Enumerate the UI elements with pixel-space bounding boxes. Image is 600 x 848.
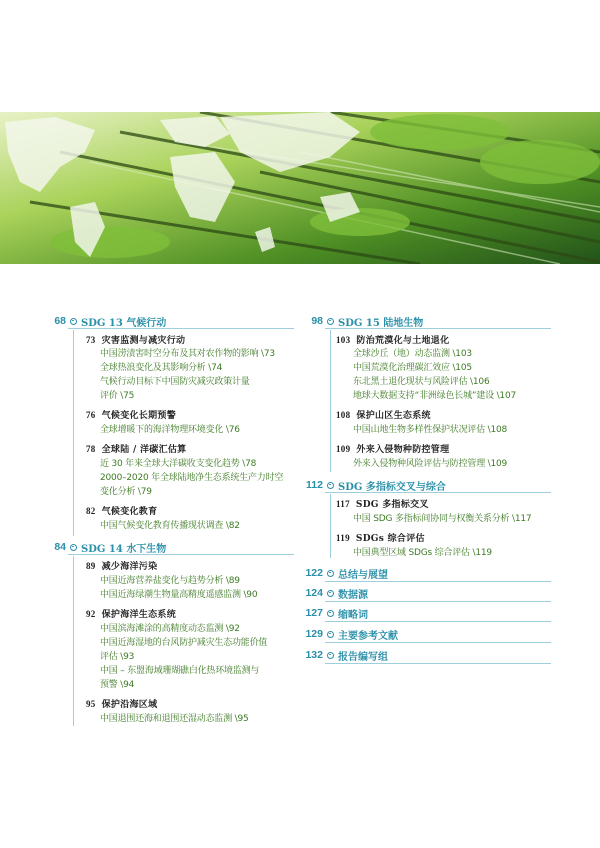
page-number: 129 [305,628,323,640]
bullet-circle-icon [70,318,77,325]
page-number: 98 [311,315,323,327]
page-number: 127 [305,607,323,619]
bullet-circle-icon [327,570,334,577]
bullet-circle-icon [70,544,77,551]
toc-section-sdg15[interactable] [305,314,423,328]
toc-item[interactable]: 中国近海绿潮生物量高精度遥感监测 \90 [100,590,258,600]
toc-item[interactable]: 外来入侵物种风险评估与防控管理 \109 [353,459,508,469]
page-number: 132 [305,649,323,661]
toc-subsection-76[interactable]: 76 气候变化长期预警 [86,410,177,421]
toc-subsection-89[interactable]: 89 减少海洋污染 [86,561,158,572]
toc-item[interactable]: 评价 \75 [100,391,135,401]
toc-subsection-92[interactable]: 92 保护海洋生态系统 [86,609,177,620]
bullet-circle-icon [327,590,334,597]
section-rule [325,601,551,602]
section-rule [325,328,551,329]
toc-item[interactable]: 中国 – 东盟海域珊瑚礁白化热环境监测与 [100,666,260,676]
toc-section-sdg13[interactable] [48,314,166,328]
bullet-circle-icon [327,318,334,325]
section-title: SDG 14 水下生物 [81,543,167,555]
toc-item[interactable]: 中国退围还海和退围还湿动态监测 \95 [100,714,249,724]
bullet-circle-icon [327,631,334,638]
toc-item[interactable]: 中国荒漠化治理碳汇效应 \105 [353,363,472,373]
section-title: SDG 13 气候行动 [81,317,167,329]
toc-section-authors[interactable] [305,648,388,662]
toc-item[interactable]: 变化分析 \79 [100,487,152,497]
toc-subsection-109[interactable]: 109 外来入侵物种防控管理 [336,444,450,455]
section-title: 数据源 [338,589,368,601]
toc-item[interactable]: 中国山地生物多样性保护状况评估 \108 [353,425,508,435]
section-title: 缩略词 [338,609,368,621]
section-title: 报告编写组 [338,651,388,663]
page-number: 68 [54,315,66,327]
toc-item[interactable]: 中国涝渍害时空分布及其对农作物的影响 \73 [100,349,275,359]
page-number: 84 [54,541,66,553]
toc-subsection-78[interactable]: 78 全球陆 / 洋碳汇估算 [86,444,187,455]
section-vertical-rule [73,556,74,726]
section-title: SDG 15 陆地生物 [338,317,424,329]
toc-subsection-108[interactable]: 108 保护山区生态系统 [336,410,431,421]
section-vertical-rule [330,330,331,472]
section-rule [325,642,551,643]
toc-item[interactable]: 中国近海湿地的台风防护减灾生态功能价值 [100,638,268,648]
toc-subsection-73[interactable]: 73 灾害监测与减灾行动 [86,335,186,346]
toc-item[interactable]: 全球沙丘（地）动态监测 \103 [353,349,472,359]
section-title: SDG 多指标交叉与综合 [338,481,446,493]
toc-section-summary[interactable] [305,566,388,580]
toc-subsection-82[interactable]: 82 气候变化教育 [86,506,158,517]
toc-subsection-95[interactable]: 95 保护沿海区域 [86,699,158,710]
bullet-circle-icon [327,482,334,489]
toc-item[interactable]: 中国 SDG 多指标间协同与权衡关系分析 \117 [353,514,532,524]
toc-item[interactable]: 2000–2020 年全球陆地净生态系统生产力时空 [100,473,284,483]
toc-item[interactable]: 地球大数据支持“非洲绿色长城”建设 \107 [353,391,516,401]
toc-item[interactable]: 中国滨海滩涂的高精度动态监测 \92 [100,624,240,634]
toc-subsection-117[interactable]: 117 SDG 多指标交叉 [336,499,429,510]
toc-item[interactable]: 中国气候变化教育传播现状调查 \82 [100,521,240,531]
page-number: 124 [305,587,323,599]
section-rule [68,328,294,329]
bullet-circle-icon [327,652,334,659]
section-rule [325,492,551,493]
section-vertical-rule [330,494,331,558]
section-rule [325,621,551,622]
toc-section-data-sources[interactable] [305,586,368,600]
toc-item[interactable]: 中国典型区域 SDGs 综合评估 \119 [353,548,492,558]
toc-item[interactable]: 全球热浪变化及其影响分析 \74 [100,363,223,373]
section-rule [325,581,551,582]
section-rule [68,554,294,555]
toc-item[interactable]: 近 30 年来全球大洋碳收支变化趋势 \78 [100,459,257,469]
toc-section-sdg14[interactable] [48,540,166,554]
toc-subsection-103[interactable]: 103 防治荒漠化与土地退化 [336,335,450,346]
toc-item[interactable]: 中国近海营养盐变化与趋势分析 \89 [100,576,240,586]
toc-item[interactable]: 评估 \93 [100,652,135,662]
section-vertical-rule [73,330,74,536]
toc-section-abbreviations[interactable] [305,606,368,620]
section-title: 总结与展望 [338,569,388,581]
page-number: 122 [305,567,323,579]
section-title: 主要参考文献 [338,630,398,642]
toc-section-sdg-multi[interactable] [305,478,446,492]
page-number: 112 [306,479,323,491]
toc-item[interactable]: 东北黑土退化现状与风险评估 \106 [353,377,490,387]
toc-item[interactable]: 气候行动目标下中国防灾减灾政策计量 [100,377,250,387]
toc-section-references[interactable] [305,627,398,641]
toc-subsection-119[interactable]: 119 SDGs 综合评估 [336,533,425,544]
toc-item[interactable]: 预警 \94 [100,680,135,690]
bullet-circle-icon [327,610,334,617]
section-rule [325,663,551,664]
toc-item[interactable]: 全球增暖下的海洋物理环境变化 \76 [100,425,240,435]
